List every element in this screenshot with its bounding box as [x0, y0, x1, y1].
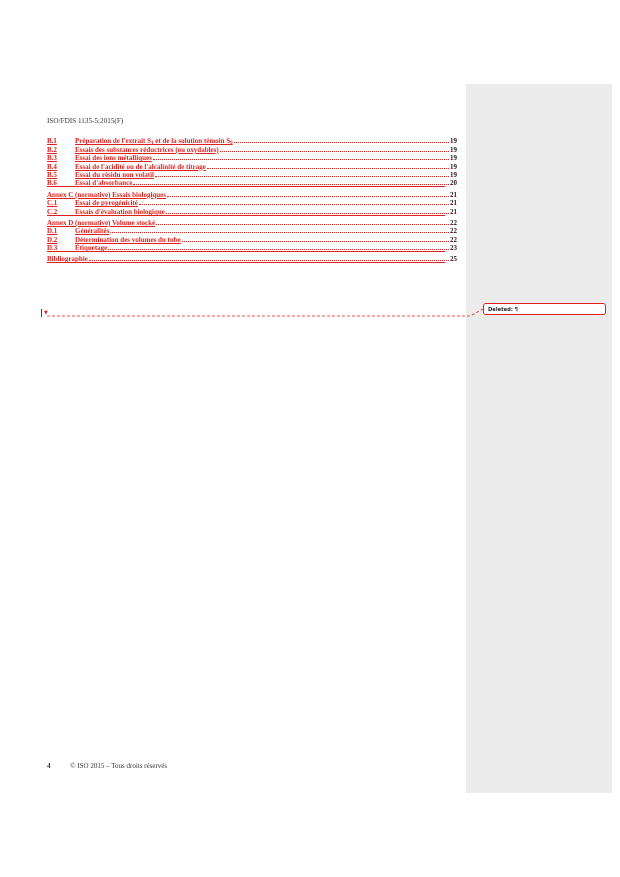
toc-title: Étiquetage	[75, 244, 108, 253]
comment-balloon[interactable]	[483, 303, 606, 315]
table-of-contents	[47, 137, 457, 263]
toc-leader	[167, 195, 449, 197]
comment-text: ¶	[514, 307, 518, 313]
toc-number: D.1	[47, 227, 58, 236]
toc-leader	[89, 259, 449, 261]
comment-pane	[466, 84, 612, 793]
toc-page: 25	[450, 255, 457, 264]
toc-leader	[155, 175, 449, 177]
toc-leader	[133, 183, 449, 185]
toc-leader	[234, 141, 449, 143]
toc-title: Essais d'évaluation biologique	[75, 207, 165, 216]
toc-leader	[108, 248, 449, 250]
toc-page: 23	[450, 244, 457, 253]
toc-entry-b3[interactable]	[47, 154, 457, 162]
toc-annex-title: Annex D (normative) Volume stocké	[47, 218, 156, 227]
toc-number: C.1	[47, 199, 58, 208]
toc-leader	[110, 231, 449, 233]
toc-entry-b6[interactable]	[47, 179, 457, 187]
toc-page: 19	[450, 154, 457, 163]
comment-label: Deleted:	[488, 307, 513, 313]
toc-entry-d3[interactable]	[47, 244, 457, 252]
toc-leader	[139, 203, 449, 205]
deletion-marker-icon: ▼	[44, 310, 48, 316]
toc-number: B.6	[47, 179, 57, 188]
toc-entry-b4[interactable]	[47, 162, 457, 170]
toc-entry-d1[interactable]	[47, 227, 457, 235]
change-bar	[41, 309, 42, 317]
document-header: ISO/FDIS 1135-5:2015(F)	[47, 117, 124, 125]
toc-number: B.2	[47, 145, 57, 154]
page-footer	[47, 762, 167, 770]
toc-entry-bibliographie[interactable]	[47, 255, 457, 263]
toc-leader	[156, 223, 449, 225]
toc-leader	[153, 158, 449, 160]
toc-entry-annex-d[interactable]	[47, 219, 457, 227]
toc-page: 19	[450, 145, 457, 154]
toc-entry-c1[interactable]	[47, 199, 457, 207]
toc-entry-annex-c[interactable]	[47, 190, 457, 198]
toc-page: 20	[450, 179, 457, 188]
toc-leader	[166, 212, 449, 214]
toc-number: B.5	[47, 170, 57, 179]
toc-title: Détermination des volumes du tube	[75, 235, 181, 244]
toc-entry-d2[interactable]	[47, 235, 457, 243]
toc-number: C.2	[47, 207, 58, 216]
toc-page: 21	[450, 207, 457, 216]
toc-title: Généralités	[75, 227, 110, 236]
toc-title: Essais des substances réductrices (ou oxydables)	[75, 145, 219, 154]
toc-leader	[220, 150, 449, 152]
toc-number: D.3	[47, 244, 58, 253]
toc-number: B.1	[47, 137, 57, 146]
toc-page: 21	[450, 199, 457, 208]
toc-number: B.4	[47, 162, 57, 171]
toc-entry-b2[interactable]	[47, 145, 457, 153]
toc-leader	[207, 167, 449, 169]
toc-page: 21	[450, 190, 457, 199]
toc-leader	[182, 240, 449, 242]
toc-title: Essai de l'acidité ou de l'alcalinité de titrage	[75, 162, 206, 171]
toc-page: 19	[450, 137, 457, 146]
toc-page: 22	[450, 235, 457, 244]
toc-page: 22	[450, 227, 457, 236]
toc-title: Essai du résidu non volatil	[75, 170, 154, 179]
toc-entry-b5[interactable]	[47, 171, 457, 179]
toc-title: Bibliographie	[47, 255, 88, 264]
page-number: 4	[47, 762, 51, 770]
toc-annex-title: Annex C (normative) Essais biologiques	[47, 190, 167, 199]
toc-page: 19	[450, 170, 457, 179]
toc-title: Préparation de l'extrait $S_1$ et de la solution témoin $S_0$	[75, 137, 233, 147]
toc-entry-c2[interactable]	[47, 207, 457, 215]
toc-title: Essai de pyrogénicité	[75, 199, 138, 208]
toc-title: Essai des ions métalliques	[75, 154, 152, 163]
toc-number: D.2	[47, 235, 58, 244]
toc-title: Essai d'absorbance	[75, 179, 133, 188]
toc-page: 22	[450, 218, 457, 227]
toc-entry-b1[interactable]	[47, 137, 457, 145]
toc-page: 19	[450, 162, 457, 171]
copyright: © ISO 2015 – Tous droits réservés	[70, 762, 168, 770]
toc-number: B.3	[47, 154, 57, 163]
